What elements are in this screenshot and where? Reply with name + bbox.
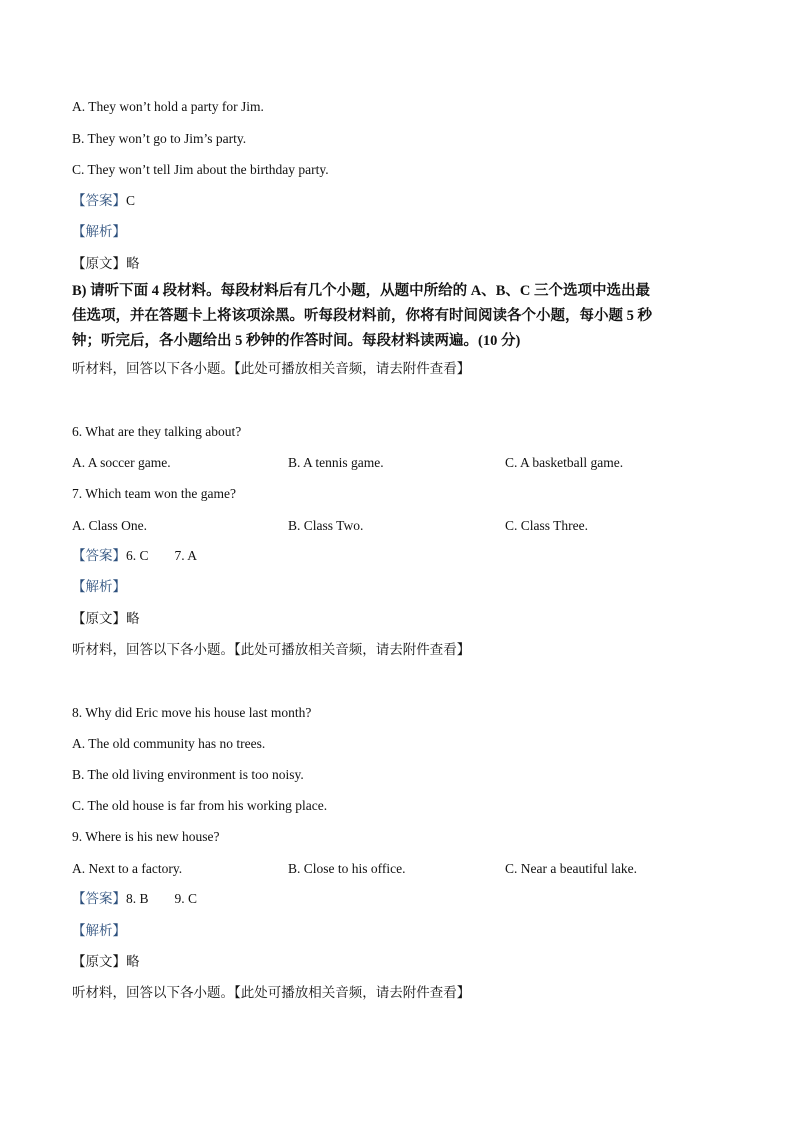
original-tag: 【原文】: [72, 256, 126, 271]
option-b: B. They won’t go to Jim’s party.: [72, 131, 247, 146]
question-6: 6. What are they talking about?: [72, 424, 242, 439]
original-tag: 【原文】: [72, 954, 126, 969]
question-9-option-c: C. Near a beautiful lake.: [505, 861, 637, 876]
answer-value-9: 9. C: [174, 891, 198, 906]
answer-value: C: [126, 193, 136, 208]
section-b-instructions-line-1: B) 请听下面 4 段材料。每段材料后有几个小题，从题中所给的 A、B、C 三个选项中选出最: [72, 283, 650, 299]
question-8: 8. Why did Eric move his house last month?: [72, 705, 312, 720]
original-value: 略: [126, 256, 140, 271]
listen-prompt-1: 听材料，回答以下各小题。【此处可播放相关音频，请去附件查看】: [72, 361, 471, 376]
original-line: [72, 610, 140, 628]
question-6-option-a: A. A soccer game.: [72, 455, 171, 470]
question-6-option-b: B. A tennis game.: [288, 455, 384, 470]
section-b-instructions-line-2: 佳选项，并在答题卡上将该项涂黑。听每段材料前，你将有时间阅读各个小题，每小题 5 秒: [72, 308, 652, 324]
answer-value-8: 8. B: [126, 891, 149, 906]
question-8-option-a: A. The old community has no trees.: [72, 736, 266, 751]
analysis-tag: 【解析】: [72, 923, 126, 938]
original-tag: 【原文】: [72, 611, 126, 626]
option-c: C. They won’t tell Jim about the birthday party.: [72, 162, 329, 177]
answer-line: [72, 192, 135, 210]
question-7-option-a: A. Class One.: [72, 518, 147, 533]
answer-value-6: 6. C: [126, 548, 149, 563]
original-value: 略: [126, 611, 140, 626]
question-8-option-c: C. The old house is far from his working place.: [72, 798, 328, 813]
original-line: [72, 255, 140, 273]
answer-tag: 【答案】: [72, 548, 126, 563]
question-7-option-b: B. Class Two.: [288, 518, 364, 533]
listen-prompt-2: 听材料，回答以下各小题。【此处可播放相关音频，请去附件查看】: [72, 642, 471, 657]
analysis-tag: 【解析】: [72, 224, 126, 239]
original-value: 略: [126, 954, 140, 969]
question-9: 9. Where is his new house?: [72, 829, 220, 844]
question-7: 7. Which team won the game?: [72, 486, 236, 501]
question-9-option-b: B. Close to his office.: [288, 861, 406, 876]
analysis-tag: 【解析】: [72, 579, 126, 594]
answer-value-7: 7. A: [174, 548, 198, 563]
question-7-option-c: C. Class Three.: [505, 518, 588, 533]
answer-line: [72, 547, 197, 565]
question-9-option-a: A. Next to a factory.: [72, 861, 183, 876]
answer-line: [72, 890, 197, 908]
original-line: [72, 953, 140, 971]
answer-tag: 【答案】: [72, 891, 126, 906]
listen-prompt-3: 听材料，回答以下各小题。【此处可播放相关音频，请去附件查看】: [72, 985, 471, 1000]
question-8-option-b: B. The old living environment is too noisy.: [72, 767, 304, 782]
question-6-option-c: C. A basketball game.: [505, 455, 624, 470]
answer-tag: 【答案】: [72, 193, 126, 208]
section-b-instructions-line-3: 钟；听完后，各小题给出 5 秒钟的作答时间。每段材料读两遍。(10 分): [72, 333, 521, 349]
option-a: A. They won’t hold a party for Jim.: [72, 99, 264, 114]
